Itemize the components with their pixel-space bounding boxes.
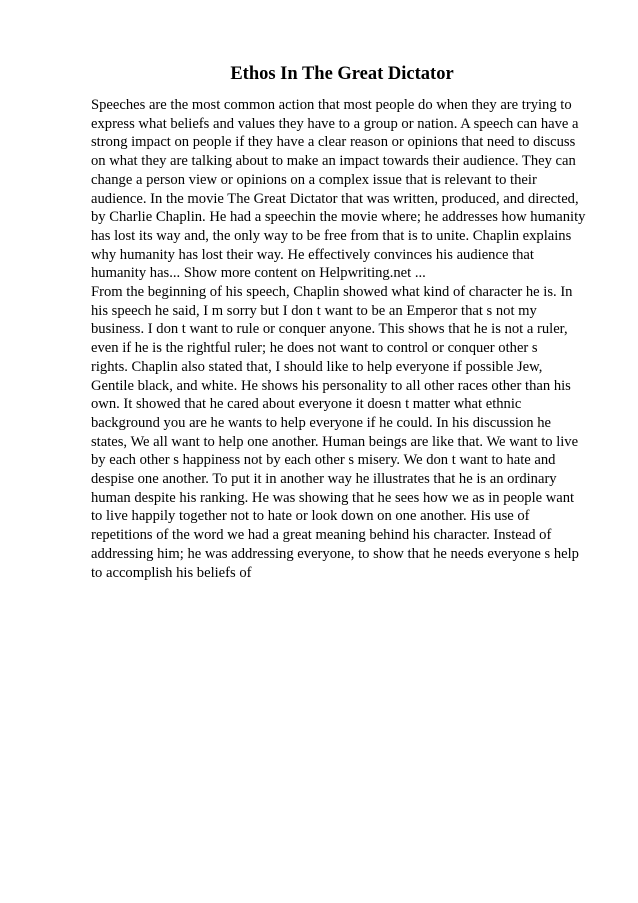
body-line: why humanity has lost their way. He effectively convinces his audience that <box>91 246 534 263</box>
body-line: states, We all want to help one another. Human beings are like that. We want to live <box>91 433 579 450</box>
body-line: background you are he wants to help everyone if he could. In his discussion he <box>91 414 551 431</box>
body-line: rights. Chaplin also stated that, I should like to help everyone if possible Jew, <box>91 358 543 375</box>
body-line: change a person view or opinions on a complex issue that is relevant to their <box>91 171 537 188</box>
body-line: despise one another. To put it in another way he illustrates that he is an ordinary <box>91 471 557 488</box>
body-line: express what beliefs and values they have to a group or nation. A speech can have a <box>91 115 579 132</box>
body-line: addressing him; he was addressing everyone, to show that he needs everyone s help <box>91 545 579 562</box>
body-line: strong impact on people if they have a clear reason or opinions that need to discuss <box>91 134 576 151</box>
body-line: to live happily together not to hate or look down on one another. His use of <box>91 508 530 525</box>
body-line: to accomplish his beliefs of <box>91 564 252 581</box>
body-line: even if he is the rightful ruler; he does not want to control or conquer other s <box>91 340 538 357</box>
body-line: business. I don t want to rule or conquer anyone. This shows that he is not a ruler, <box>91 321 568 338</box>
document-title: Ethos In The Great Dictator <box>230 64 454 84</box>
show-more-line: humanity has... Show more content on Helpwriting.net ... <box>91 265 426 282</box>
body-line: on what they are talking about to make an impact towards their audience. They can <box>91 153 576 170</box>
body-line: repetitions of the word we had a great meaning behind his character. Instead of <box>91 527 552 544</box>
body-line: audience. In the movie The Great Dictator that was written, produced, and directed, <box>91 190 579 207</box>
body-line: From the beginning of his speech, Chaplin showed what kind of character he is. In <box>91 284 573 301</box>
body-line: human despite his ranking. He was showing that he sees how we as in people want <box>91 489 575 506</box>
body-line: own. It showed that he cared about everyone it doesn t matter what ethnic <box>91 396 522 413</box>
body-line: has lost its way and, the only way to be free from that is to unite. Chaplin explains <box>91 227 572 244</box>
body-line: Speeches are the most common action that most people do when they are trying to <box>91 97 572 113</box>
body-line: Gentile black, and white. He shows his personality to all other races other than his <box>91 377 571 394</box>
body-line: his speech he said, I m sorry but I don t want to be an Emperor that s not my <box>91 302 537 319</box>
body-line: by Charlie Chaplin. He had a speechin the movie where; he addresses how humanity <box>91 209 586 226</box>
body-line: by each other s happiness not by each other s misery. We don t want to hate and <box>91 452 556 469</box>
document-body <box>91 96 591 582</box>
